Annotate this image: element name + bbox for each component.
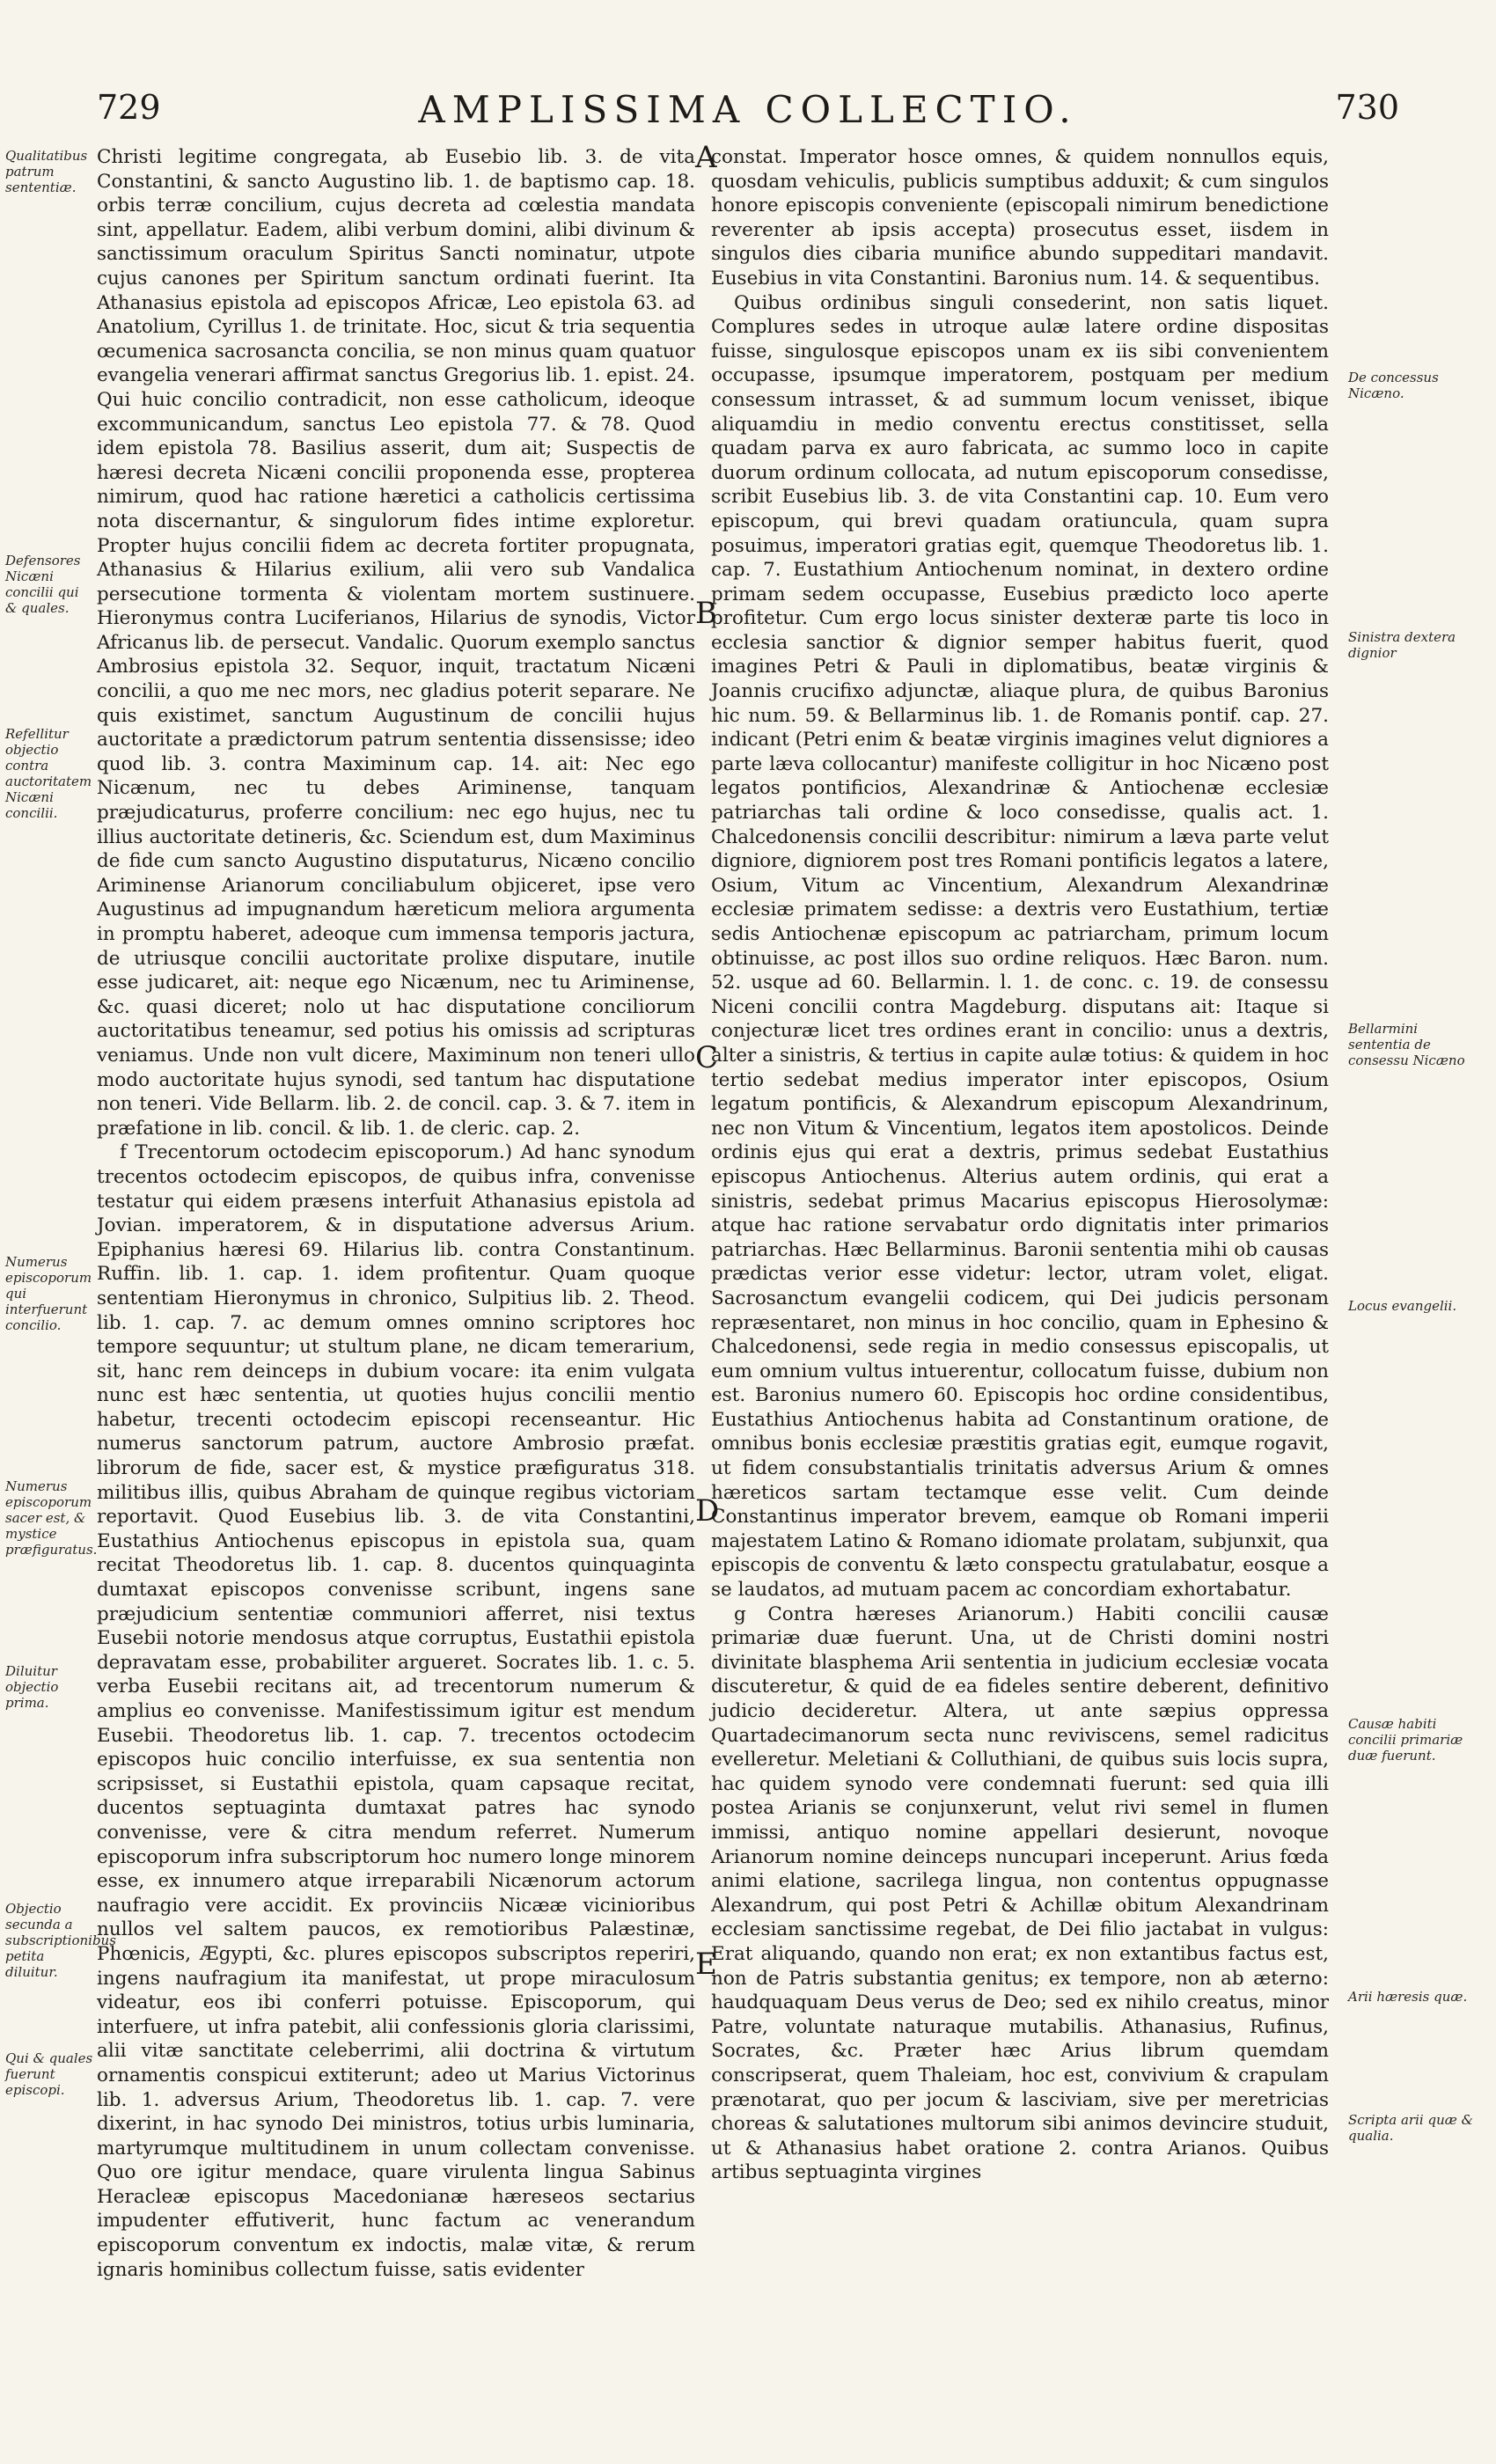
text-column-left: [97, 145, 695, 2282]
paragraph: Quibus ordinibus singuli consederint, non satis liquet. Complures sedes in utroque aulæ latere ordine dispositas fuisse, singulosque episcopos unam ex iis sibi convenientem occupasse, ipsumque imperatorem, postquam per medium consessum intrasset, & ad summum locum venisset, ibique aliquamdiu in medio conventu erectus constitisset, sella quadam parva ex auro fabricata, ac summo loco in capite duorum ordinum collocata, ad nutum episcoporum consedisse, scribit Eusebius lib. 3. de vita Constantini cap. 10. Eum vero episcopum, qui brevi quadam oratiuncula, quam supra posuimus, imperatori gratias egit, quemque Theodoretus lib. 1. cap. 7. Eustathium Antiochenum nominat, in dextero ordine primam sedem occupasse, Eusebius prædicto loco aperte profitetur. Cum ergo locus sinister dexteræ parte tis loco in ecclesia sanctior & dignior semper habitus fuerit, quod imagines Petri & Pauli in diplomatibus, beatæ virginis & Joannis crucifixo adjunctæ, aliaque plura, de quibus Baronius hic num. 59. & Bellarminus lib. 1. de Romanis pontif. cap. 27. indicant (Petri enim & beatæ virginis imagines velut digniores a parte læva collocantur) manifeste colligitur in hoc Nicæno post legatos pontificios, Alexandrinæ & Antiochenæ ecclesiæ patriarchas tali ordine & loco consedisse, qualis act. 1. Chalcedonensis concilii describitur: nimirum a læva parte velut digniore, digniorem post tres Romani pontificis legatos a latere, Osium, Vitum ac Vincentium, Alexandrum Alexandrinæ ecclesiæ primatem sedisse: a dextris vero Eustathium, tertiæ sedis Antiochenæ episcopum ac patriarcham, primum locum obtinuisse, ac post illos suo ordine reliquos. Hæc Baron. num. 52. usque ad 60. Bellarmin. l. 1. de conc. c. 19. de consessu Niceni concilii contra Magdeburg. disputans ait: Itaque si conjecturæ licet tres ordines erant in concilio: unus a dextris, alter a sinistris, & tertius in capite aulæ totius: & quidem in hoc tertio sedebat medius imperator inter episcopos, Osium legatum pontificis, & Alexandrum episcopum Alexandrinum, nec non Vitum & Vincentium, legatos item apostolicos. Deinde ordinis ejus qui erat a dextris, primus sedebat Eustathius episcopus Antiochenus. Alterius autem ordinis, qui erat a sinistris, sedebat primus Macarius episcopus Hierosolymæ: atque hac ratione servabatur ordo dignitatis inter primarios patriarchas. Hæc Bellarminus. Baronii sententia mihi ob causas prædictas verior esse videtur: lector, utram volet, eligat. Sacrosanctum evangelii codicem, qui Dei judicis personam repræsentaret, non minus in hoc concilio, quam in Ephesino & Chalcedonensi, sede regia in medio consessus episcopalis, ut eum omnium vultus intuerentur, collocatum fuisse, dubium non est. Baronius numero 60. Episcopis hoc ordine considentibus, Eustathius Antiochenus habita ad Constantinum oratione, de omnibus bonis ecclesiæ præstitis gratias egit, eumque rogavit, ut fidem consubstantialis trinitatis adversus Arium & omnes hæreticos sartam tectamque esse velit. Cum deinde Constantinus imperator brevem, eamque ob Romani imperii majestatem Latino & Romano idiomate prolatam, subjunxit, qua episcopis de conventu & læto conspectu gratulabatur, eosque a se laudatos, ad mutuam pacem ac concordiam exhortabatur.: [711, 291, 1329, 1602]
margin-note-right: Scripta arii quæ & qualia.: [1348, 2112, 1473, 2144]
margin-note-left: Qui & quales fuerunt episcopi.: [5, 2050, 93, 2098]
paragraph: Christi legitime congregata, ab Eusebio lib. 3. de vita Constantini, & sancto Augustino lib. 1. de baptismo cap. 18. orbis terræ concilium, cujus decreta ad cœlestia mandata sint, appellatur. Eadem, alibi verbum domini, alibi divinum & sanctissimum oraculum Spiritus Sancti nominatur, utpote cujus canones per Spiritum sanctum ordinati fuerint. Ita Athanasius epistola ad episcopos Africæ, Leo epistola 63. ad Anatolium, Cyrillus 1. de trinitate. Hoc, sicut & tria sequentia œcumenica sacrosancta concilia, se non minus quam quatuor evangelia venerari affirmat sanctus Gregorius lib. 1. epist. 24. Qui huic concilio contradicit, non esse catholicum, ideoque excommunicandum, sanctus Leo epistola 77. & 78. Quod idem epistola 78. Basilius asserit, dum ait; Suspectis de hæresi decreta Nicæni concilii proponenda esse, propterea nimirum, quod hac ratione hæretici a catholicis certissima nota discernantur, & singulorum fides intime exploretur. Propter hujus concilii fidem ac decreta fortiter propugnata, Athanasius & Hilarius exilium, alii vero sub Vandalica persecutione tormenta & violentam mortem sustinuere. Hieronymus contra Luciferianos, Hilarius de synodis, Victor Africanus lib. de persecut. Vandalic. Quorum exemplo sanctus Ambrosius epistola 32. Sequor, inquit, tractatum Nicæni concilii, a quo me nec mors, nec gladius poterit separare. Ne quis existimet, sanctum Augustinum de concilii hujus auctoritate a prædictorum patrum sententia dissensisse; ideo quod lib. 3. contra Maximinum cap. 14. ait: Nec ego Nicænum, nec tu debes Ariminense, tanquam præjudicaturus, proferre concilium: nec ego hujus, nec tu illius auctoritate detineris, &c. Sciendum est, dum Maximinus de fide cum sancto Augustino disputaturus, Nicæno concilio Ariminense Arianorum conciliabulum objiceret, ipse vero Augustinus ad impugnandum hæreticum meliora argumenta in promptu haberet, adeoque cum immensa temporis jactura, de utriusque concilii auctoritate prolixe disputare, inutile esse judicaret, ait: neque ego Nicænum, nec tu Ariminense, &c. quasi diceret; nolo ut hac disputatione conciliorum auctoritatibus teneamur, sed potius his omissis ad scripturas veniamus. Unde non vult dicere, Maximinum non teneri ullo modo auctoritate hujus synodi, sed tantum hac disputatione non teneri. Vide Bellarm. lib. 2. de concil. cap. 3. & 7. item in præfatione in lib. concil. & lib. 1. de cleric. cap. 2.: [97, 146, 695, 1140]
section-letter: C: [695, 1040, 719, 1075]
page-number-right: 730: [1335, 88, 1399, 127]
page-header: [97, 88, 1399, 141]
margin-note-left: Numerus episcoporum qui interfuerunt concilio.: [5, 1254, 92, 1333]
paragraph: f Trecentorum octodecim episcoporum.) Ad hanc synodum trecentos octodecim episcopos, de quibus infra, convenisse testatur qui eidem præsens interfuit Athanasius epistola ad Jovian. imperatorem, & in disputatione adversus Arium. Epiphanius hæresi 69. Hilarius lib. contra Constantinum. Ruffin. lib. 1. cap. 1. idem profitentur. Quam quoque sententiam Hieronymus in chronico, Sulpitius lib. 2. Theod. lib. 1. cap. 7. ac demum omnes omnino scriptores hoc tempore sequuntur; ut stultum plane, ne dicam temerarium, sit, hanc rem deinceps in dubium vocare: ita enim vulgata nunc est hæc sententia, ut quoties hujus concilii mentio habetur, trecenti octodecim episcopi recenseantur. Hic numerus sanctorum patrum, auctore Ambrosio præfat. librorum de fide, sacer est, & mystice præfiguratus 318. militibus illis, quibus Abraham de quinque regibus victoriam reportavit. Quod Eusebius lib. 3. de vita Constantini, Eustathius Antiochenus episcopus in epistola sua, quam recitat Theodoretus lib. 1. cap. 8. ducentos quinquaginta dumtaxat episcopos convenisse scribunt, ingens sane præjudicium sententiæ communiori afferret, nisi textus Eusebii notorie mendosus atque corruptus, Eustathii epistola depravatam esse, probabiliter argueret. Socrates lib. 1. c. 5. verba Eusebii recitans ait, ad trecentorum numerum & amplius eo convenisse. Manifestissimum igitur est mendum Eusebii. Theodoretus lib. 1. cap. 7. trecentos octodecim episcopos huic concilio interfuisse, ex sua sententia non scripsisset, si Eustathii epistola, quam capsaque recitat, ducentos septuaginta dumtaxat patres hac synodo convenisse, vere & citra mendum referret. Numerum episcoporum infra subscriptorum hoc numero longe minorem esse, ex innumero atque irreparabili Nicænorum actorum naufragio vere accidit. Ex provinciis Nicææ vicinioribus nullos vel saltem paucos, ex remotioribus Palæstinæ, Phœnicis, Ægypti, &c. plures episcopos subscriptos reperiri, ingens naufragium ita manifestat, ut prope miraculosum videatur, eos ibi conferri potuisse. Episcoporum, qui interfuere, ut infra patebit, alii confessionis gloria clarissimi, alii vitæ sanctitate celeberrimi, alii doctrina & virtutum ornamentis conspicui extiterunt; adeo ut Marius Victorinus lib. 1. adversus Arium, Theodoretus lib. 1. cap. 7. vere dixerint, in hac synodo Dei ministros, totius urbis luminaria, martyrumque multitudinem in unum collectam convenisse. Quo ore igitur mendace, quare virulenta lingua Sabinus Heracleæ episcopus Macedonianæ hæreseos sectarius impudenter effutiverit, hunc factum ac venerandum episcoporum conventum ex indoctis, malæ vitæ, & rerum ignaris hominibus collectum fuisse, satis evidenter: [97, 1141, 695, 2281]
margin-note-right: Sinistra dextera dignior: [1348, 629, 1456, 661]
margin-note-right: Arii hæresis quæ.: [1348, 1989, 1468, 2005]
section-letter: D: [695, 1493, 720, 1529]
paragraph: g Contra hæreses Arianorum.) Habiti concilii causæ primariæ duæ fuerunt. Una, ut de Christi domini nostri divinitate blasphema Arii sententia in judicium ecclesiæ vocata discuteretur, & quid de ea fideles sentire deberent, definitivo judicio decideretur. Altera, ut ante sæpius oppressa Quartadecimanorum secta nunc reviviscens, semel radicitus evelleretur. Meletiani & Colluthiani, de quibus suis locis supra, hac quidem synodo vere condemnati fuerunt: sed quia illi postea Arianis se conjunxerunt, velut rivi semel in flumen immissi, antiquo nomine appellari desierunt, novoque Arianorum nomine deinceps nuncupari inceperunt. Arius fœda animi elatione, sacrilega lingua, non contentus oppugnasse Alexandrum, qui post Petri & Achillæ obitum Alexandrinam ecclesiam sanctissime regebat, de Dei filio jactabat in vulgus: Erat aliquando, quando non erat; ex non extantibus factus est, non de Patris substantia genitus; ex tempore, non ab æterno: haudquaquam Deus verus de Deo; sed ex nihilo creatus, minor Patre, voluntate naturaque mutabilis. Athanasius, Rufinus, Socrates, &c. Præter hæc Arius librum quemdam conscripserat, quem Thaleiam, hoc est, convivium & crapulam prænotarat, quo per jocum & lasciviam, sive per meretricias choreas & salutationes multorum sibi animos devincire studuit, ut & Athanasius habet oratione 2. contra Arianos. Quibus artibus septuaginta virgines: [711, 1602, 1329, 2184]
margin-note-left: Numerus episcoporum sacer est, & mystice præfiguratus.: [5, 1478, 98, 1558]
margin-note-left: Objectio secunda a subscriptionibus petita diluitur.: [5, 1901, 116, 1980]
page-number-left: 729: [97, 88, 161, 127]
section-letter: B: [695, 596, 717, 631]
running-title: AMPLISSIMA COLLECTIO.: [418, 88, 1078, 131]
margin-note-right: Causæ habiti concilii primariæ duæ fuerunt.: [1348, 1716, 1463, 1764]
margin-note-left: Qualitatibus patrum sententiæ.: [5, 148, 88, 195]
margin-note-left: Diluitur objectio prima.: [5, 1663, 59, 1711]
margin-note-right: Locus evangelii.: [1348, 1298, 1457, 1314]
margin-note-left: Refellitur objectio contra auctoritatem Nicæni concilii.: [5, 726, 92, 821]
paragraph: constat. Imperator hosce omnes, & quidem nonnullos equis, quosdam vehiculis, publicis sumptibus adduxit; & cum singulos honore episcopis conveniente (episcopali nimirum benedictione reverenter ab ipsis accepta) prosecutus esset, iisdem in singulos dies cibaria munifice abundo suppeditari mandavit. Eusebius in vita Constantini. Baronius num. 14. & sequentibus.: [711, 146, 1329, 290]
section-letter: E: [695, 1947, 717, 1982]
margin-note-right: Bellarmini sententia de consessu Nicæno: [1348, 1021, 1465, 1068]
section-letter: A: [695, 140, 717, 175]
margin-note-right: De concessus Nicæno.: [1348, 370, 1439, 401]
margin-note-left: Defensores Nicæni concilii qui & quales.: [5, 553, 81, 616]
text-column-right: [711, 145, 1329, 2185]
